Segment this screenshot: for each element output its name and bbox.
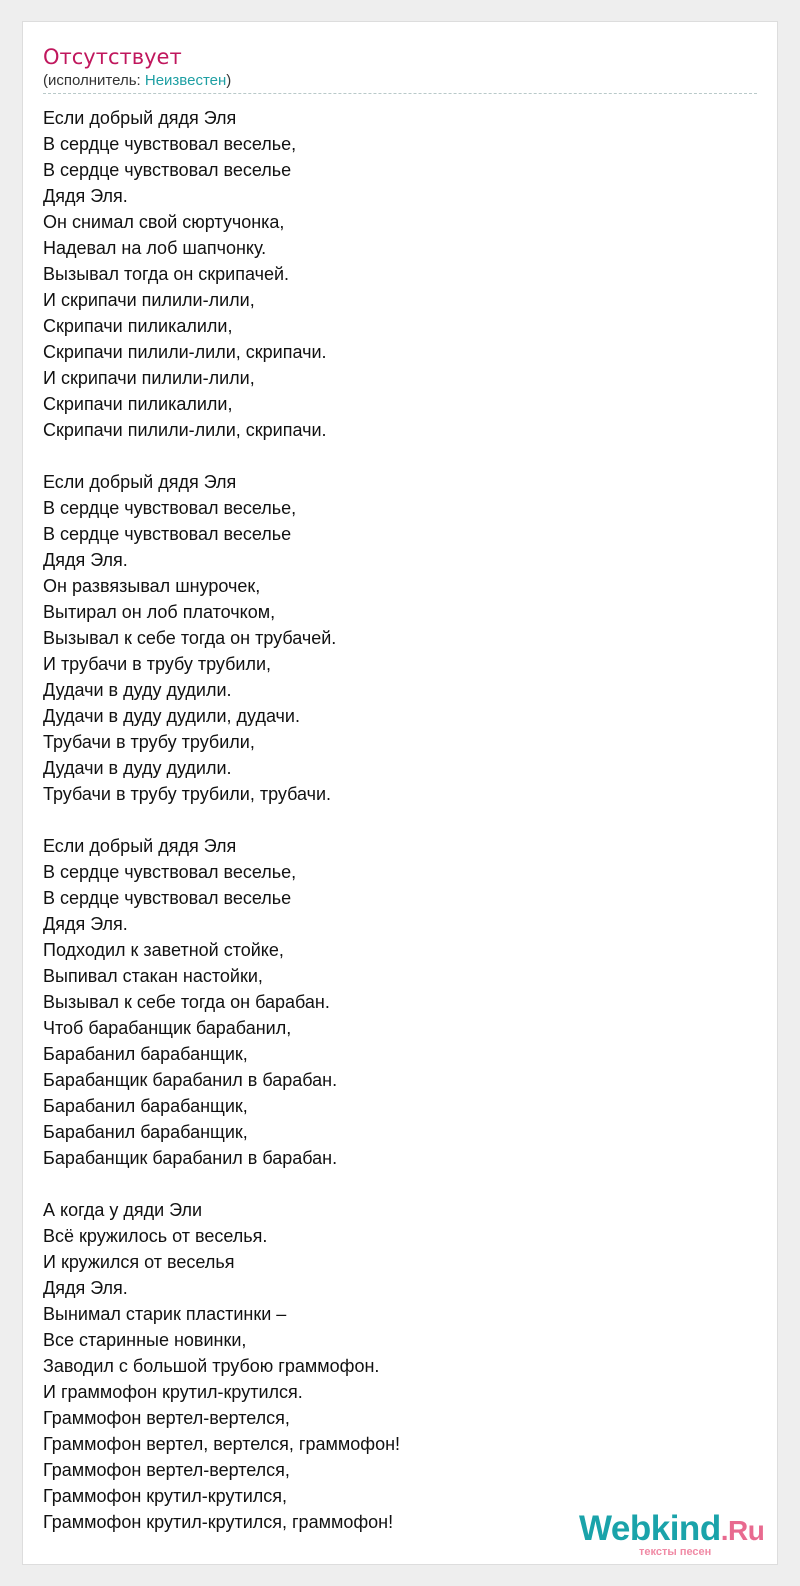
lyrics-line: Дядя Эля. xyxy=(43,550,128,570)
lyrics-line: В сердце чувствовал веселье, xyxy=(43,134,297,154)
lyrics-line: Скрипачи пилили-лили, скрипачи. xyxy=(43,342,327,362)
logo-tld: .Ru xyxy=(720,1515,765,1546)
lyrics-stanza xyxy=(43,833,758,1171)
lyrics-line: Дядя Эля. xyxy=(43,914,128,934)
lyrics-line: Если добрый дядя Эля xyxy=(43,472,237,492)
lyrics-line: Граммофон вертел-вертелся, xyxy=(43,1408,290,1428)
lyrics-line: Вызывал тогда он скрипачей. xyxy=(43,264,290,284)
lyrics-line: Трубачи в трубу трубили, xyxy=(43,732,255,752)
lyrics-line: Заводил с большой трубою граммофон. xyxy=(43,1356,380,1376)
lyrics-line: Вызывал к себе тогда он барабан. xyxy=(43,992,330,1012)
artist-link[interactable]: Неизвестен xyxy=(144,72,227,89)
artist-suffix: ) xyxy=(226,72,232,89)
lyrics-line: Надевал на лоб шапчонку. xyxy=(43,238,267,258)
lyrics-line: И скрипачи пилили-лили, xyxy=(43,368,255,388)
song-title: Отсутствует xyxy=(43,45,182,69)
lyrics-line: Скрипачи пиликалили, xyxy=(43,316,233,336)
lyrics-stanza xyxy=(43,105,758,443)
lyrics-line: Трубачи в трубу трубили, трубачи. xyxy=(43,784,332,804)
lyrics-line: Скрипачи пилили-лили, скрипачи. xyxy=(43,420,327,440)
lyrics-line: Дудачи в дуду дудили. xyxy=(43,758,232,778)
lyrics-line: Граммофон крутил-крутился, xyxy=(43,1486,287,1506)
lyrics-card xyxy=(22,21,778,1565)
lyrics-text xyxy=(43,105,758,1561)
lyrics-line: Он снимал свой сюртучонка, xyxy=(43,212,285,232)
lyrics-line: Чтоб барабанщик барабанил, xyxy=(43,1018,292,1038)
lyrics-line: А когда у дяди Эли xyxy=(43,1200,203,1220)
lyrics-line: Подходил к заветной стойке, xyxy=(43,940,284,960)
lyrics-line: И скрипачи пилили-лили, xyxy=(43,290,255,310)
lyrics-line: И кружился от веселья xyxy=(43,1252,235,1272)
lyrics-line: В сердце чувствовал веселье xyxy=(43,524,292,544)
lyrics-line: Вызывал к себе тогда он трубачей. xyxy=(43,628,337,648)
lyrics-line: Все старинные новинки, xyxy=(43,1330,247,1350)
lyrics-line: Барабанил барабанщик, xyxy=(43,1044,248,1064)
lyrics-line: Выпивал стакан настойки, xyxy=(43,966,263,986)
lyrics-line: В сердце чувствовал веселье, xyxy=(43,862,297,882)
lyrics-line: Он развязывал шнурочек, xyxy=(43,576,261,596)
lyrics-line: Если добрый дядя Эля xyxy=(43,836,237,856)
webkind-logo[interactable] xyxy=(579,1509,779,1559)
artist-line xyxy=(43,71,231,91)
lyrics-line: В сердце чувствовал веселье xyxy=(43,888,292,908)
logo-name: Webkind xyxy=(579,1509,721,1548)
lyrics-line: Граммофон вертел, вертелся, граммофон! xyxy=(43,1434,401,1454)
lyrics-line: В сердце чувствовал веселье xyxy=(43,160,292,180)
logo-tagline: тексты песен xyxy=(639,1546,712,1558)
lyrics-line: Барабанил барабанщик, xyxy=(43,1096,248,1116)
lyrics-line: Дудачи в дуду дудили, дудачи. xyxy=(43,706,300,726)
lyrics-line: Граммофон вертел-вертелся, xyxy=(43,1460,290,1480)
lyrics-line: И граммофон крутил-крутился. xyxy=(43,1382,303,1402)
lyrics-line: Дядя Эля. xyxy=(43,1278,128,1298)
lyrics-line: Всё кружилось от веселья. xyxy=(43,1226,268,1246)
lyrics-line: Барабанщик барабанил в барабан. xyxy=(43,1070,338,1090)
lyrics-line: И трубачи в трубу трубили, xyxy=(43,654,272,674)
lyrics-line: Вытирал он лоб платочком, xyxy=(43,602,276,622)
lyrics-line: Скрипачи пиликалили, xyxy=(43,394,233,414)
artist-prefix: (исполнитель: xyxy=(43,72,145,89)
lyrics-stanza xyxy=(43,469,758,807)
lyrics-line: Вынимал старик пластинки – xyxy=(43,1304,287,1324)
lyrics-stanza xyxy=(43,1197,758,1535)
lyrics-line: Барабанил барабанщик, xyxy=(43,1122,248,1142)
lyrics-line: Если добрый дядя Эля xyxy=(43,108,237,128)
title-divider xyxy=(43,93,757,94)
lyrics-line: Граммофон крутил-крутился, граммофон! xyxy=(43,1512,394,1532)
lyrics-line: Дудачи в дуду дудили. xyxy=(43,680,232,700)
lyrics-line: В сердце чувствовал веселье, xyxy=(43,498,297,518)
logo-wordmark xyxy=(579,1509,764,1551)
lyrics-line: Барабанщик барабанил в барабан. xyxy=(43,1148,338,1168)
lyrics-line: Дядя Эля. xyxy=(43,186,128,206)
